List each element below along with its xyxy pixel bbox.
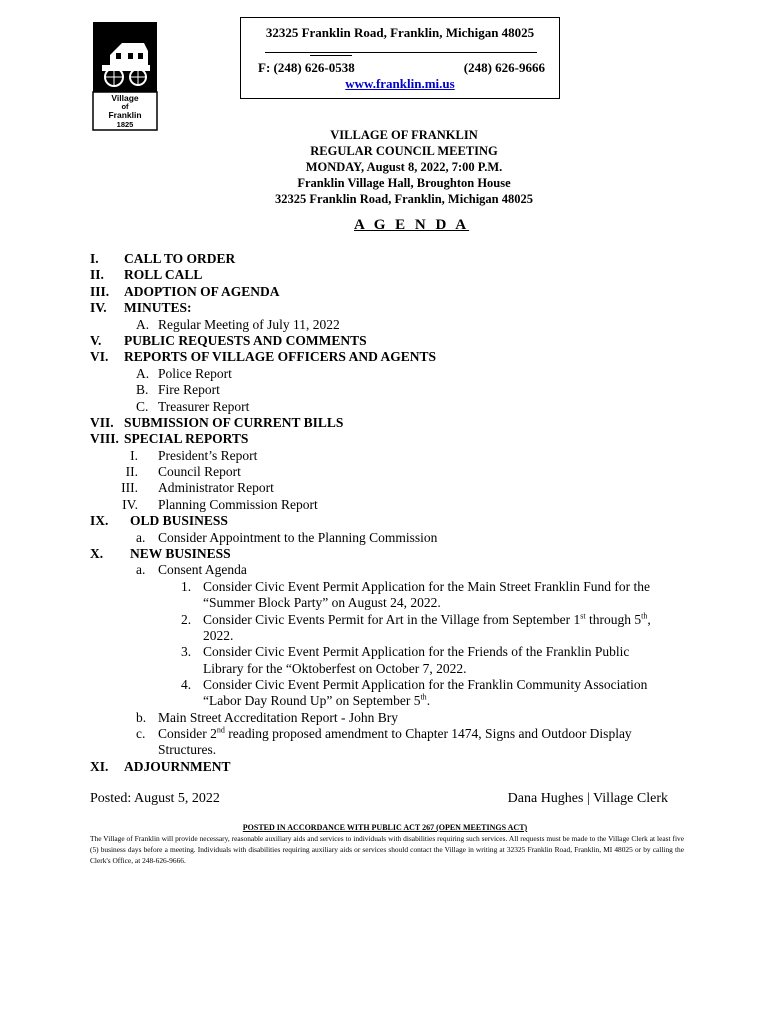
consent-item-oktoberfest-cont: Library for the “Oktoberfest on October 7, 2022.: [203, 661, 467, 676]
header-line-2: REGULAR COUNCIL MEETING: [310, 144, 498, 158]
sub-item-letter: A.: [136, 317, 150, 332]
contact-fax: F: (248) 626-0538: [258, 60, 355, 75]
header-line-3: MONDAY, August 8, 2022, 7:00 P.M.: [305, 160, 503, 174]
agenda-item-number: V.: [90, 333, 102, 348]
sub-item-treasurer-report: Treasurer Report: [158, 399, 250, 414]
contact-address: 32325 Franklin Road, Franklin, Michigan 48025: [265, 25, 535, 40]
agenda-item-roll-call: ROLL CALL: [124, 267, 203, 282]
agenda-item-new-business: NEW BUSINESS: [130, 546, 231, 561]
meeting-header: [254, 127, 554, 207]
sub-item-letter: a.: [136, 562, 146, 577]
header-line-5: 32325 Franklin Road, Franklin, Michigan 48025: [274, 192, 534, 206]
sub-item-fire-report: Fire Report: [158, 382, 220, 397]
agenda-item-number: IX.: [90, 513, 109, 528]
logo-text-of: of: [121, 102, 129, 111]
sub-item-main-street-report: Main Street Accreditation Report - John Bry: [158, 710, 398, 725]
agenda-item-adjournment: ADJOURNMENT: [124, 759, 231, 774]
posted-date: Posted: August 5, 2022: [90, 791, 220, 806]
agenda-item-reports: REPORTS OF VILLAGE OFFICERS AND AGENTS: [124, 349, 436, 364]
sub-item-letter: b.: [136, 710, 147, 725]
sub-item-council-report: Council Report: [158, 464, 241, 479]
sub-item-regular-meeting: Regular Meeting of July 11, 2022: [158, 317, 340, 332]
clerk-signature: Dana Hughes | Village Clerk: [507, 791, 668, 806]
sub-item-police-report: Police Report: [158, 366, 232, 381]
sub-item-chapter-1474-cont: Structures.: [158, 742, 217, 757]
divider: [310, 55, 352, 56]
notice-title: POSTED IN ACCORDANCE WITH PUBLIC ACT 267 (OPEN MEETINGS ACT): [242, 823, 528, 832]
consent-item-block-party: Consider Civic Event Permit Application for the Main Street Franklin Fund for the: [203, 579, 650, 594]
agenda-item-call-to-order: CALL TO ORDER: [124, 251, 236, 266]
sub-item-numeral: II.: [125, 464, 138, 479]
agenda-item-number: VII.: [90, 415, 114, 430]
website-link[interactable]: www.franklin.mi.us: [345, 76, 455, 91]
sub-item-numeral: I.: [130, 448, 138, 463]
sub-item-administrator-report: Administrator Report: [158, 480, 274, 495]
logo-year: 1825: [116, 120, 134, 129]
agenda-item-old-business: OLD BUSINESS: [130, 513, 228, 528]
agenda-item-number: XI.: [90, 759, 109, 774]
sub-item-planning-appointment: Consider Appointment to the Planning Commission: [158, 530, 438, 545]
sub-item-letter: C.: [136, 399, 149, 414]
contact-box: [240, 17, 560, 99]
agenda-item-number: I.: [90, 251, 99, 266]
consent-item-number: 3.: [181, 644, 192, 659]
agenda-item-number: II.: [90, 267, 104, 282]
consent-item-labor-day-cont: “Labor Day Round Up” on September 5th.: [203, 692, 431, 708]
logo-text-village: Village: [111, 93, 139, 103]
header-line-4: Franklin Village Hall, Broughton House: [297, 176, 511, 190]
agenda-item-bills: SUBMISSION OF CURRENT BILLS: [124, 415, 344, 430]
agenda-item-minutes: MINUTES:: [124, 300, 192, 315]
agenda-item-public-requests: PUBLIC REQUESTS AND COMMENTS: [124, 333, 367, 348]
consent-item-oktoberfest: Consider Civic Event Permit Application for the Friends of the Franklin Public: [203, 644, 630, 659]
sub-item-planning-report: Planning Commission Report: [158, 497, 318, 512]
consent-item-number: 2.: [181, 612, 192, 627]
consent-item-number: 1.: [181, 579, 192, 594]
agenda-item-number: III.: [90, 284, 110, 299]
sub-item-letter: c.: [136, 726, 146, 741]
village-of-franklin-logo: [92, 21, 158, 131]
sub-item-numeral: IV.: [122, 497, 138, 512]
sub-item-numeral: III.: [121, 480, 138, 495]
accessibility-notice: The Village of Franklin will provide necessary, reasonable auxiliary aids and services to individuals with disabilities requiring such services. All requests must be made to the Village Clerk at least five (5) business days before a meeting. Individuals with disabilities requiring auxiliary aids or services should contact the Village in writing at 32325 Franklin Road, Franklin, MI 48025 or by calling the Clerk's Office, at 248-626-9666.: [90, 834, 684, 865]
sub-item-consent-agenda: Consent Agenda: [158, 562, 247, 577]
consent-item-block-party-cont: “Summer Block Party” on August 24, 2022.: [203, 595, 441, 610]
consent-item-art-in-village: Consider Civic Events Permit for Art in the Village from September 1st through 5th,: [203, 611, 651, 627]
agenda-item-number: VIII.: [90, 431, 119, 446]
header-line-1: VILLAGE OF FRANKLIN: [330, 128, 478, 142]
sub-item-presidents-report: President’s Report: [158, 448, 258, 463]
divider: [265, 52, 537, 53]
sub-item-letter: B.: [136, 382, 149, 397]
agenda-item-number: IV.: [90, 300, 107, 315]
agenda-item-number: X.: [90, 546, 104, 561]
consent-item-labor-day: Consider Civic Event Permit Application for the Franklin Community Association: [203, 677, 648, 692]
agenda-title: A G E N D A: [354, 217, 470, 233]
logo-text-franklin: Franklin: [108, 110, 142, 120]
agenda-item-number: VI.: [90, 349, 109, 364]
sub-item-letter: a.: [136, 530, 146, 545]
sub-item-letter: A.: [136, 366, 150, 381]
agenda-item-adoption: ADOPTION OF AGENDA: [124, 284, 280, 299]
consent-item-art-in-village-cont: 2022.: [203, 628, 234, 643]
consent-item-number: 4.: [181, 677, 192, 692]
contact-phone: (248) 626-9666: [463, 60, 545, 75]
agenda-item-special-reports: SPECIAL REPORTS: [124, 431, 249, 446]
sub-item-chapter-1474: Consider 2nd reading proposed amendment to Chapter 1474, Signs and Outdoor Display: [158, 725, 632, 741]
